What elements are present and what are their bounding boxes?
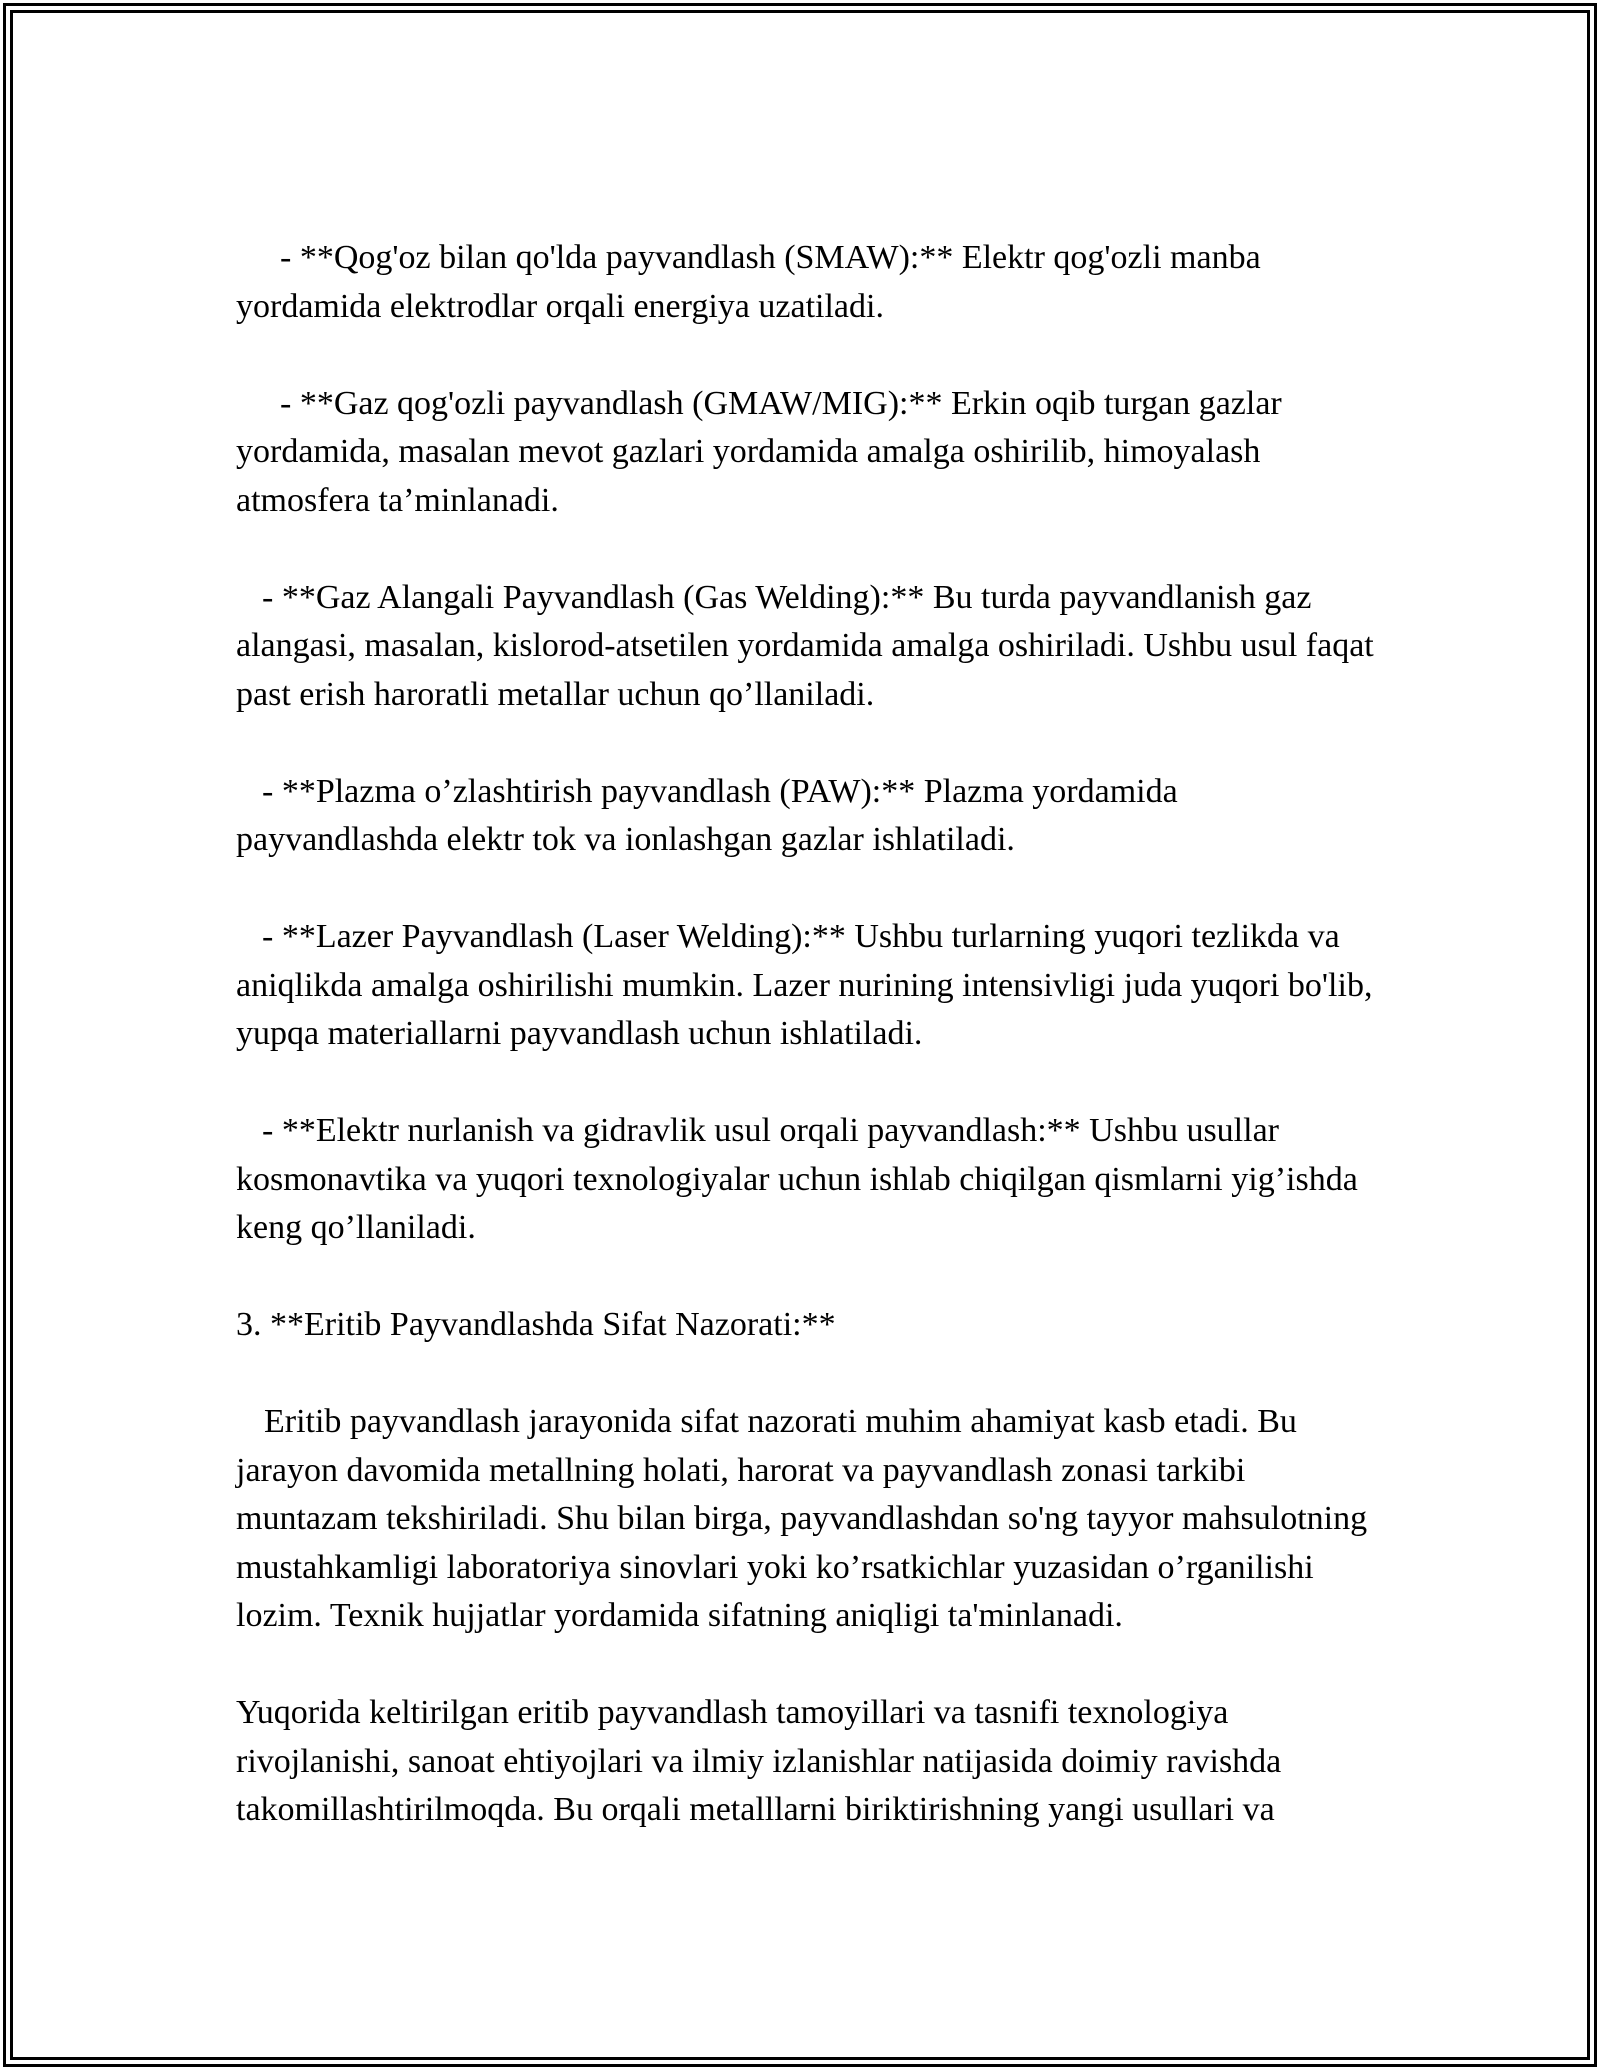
paragraph-paw: - **Plazma o’zlashtirish payvandlash (PAW):** Plazma yordamida payvandlashda elektr tok va ionlashgan gazlar ishlatiladi. <box>236 772 1178 858</box>
paragraph-quality-control: Eritib payvandlash jarayonida sifat nazorati muhim ahamiyat kasb etadi. Bu jarayon davomida metallning holati, harorat va payvandlash zonasi tarkibi muntazam tekshiriladi. Shu bilan birga, payvandlashdan so'ng tayyor mahsulotning mustahkamligi laboratoriya sinovlari yoki ko’rsatkichlar yuzasidan o’rganilishi lozim. Texnik hujjatlar yordamida sifatning aniqligi ta'minlanadi. <box>236 1403 1368 1634</box>
paragraph-conclusion: Yuqorida keltirilgan eritib payvandlash tamoyillari va tasnifi texnologiya rivojlanishi, sanoat ehtiyojlari va ilmiy izlanishlar natijasida doimiy ravishda takomillashtirilmoqda. Bu orqali metalllarni biriktirishning yangi usullari va <box>236 1694 1282 1828</box>
paragraph-gas-welding: - **Gaz Alangali Payvandlash (Gas Welding):** Bu turda payvandlanish gaz alangasi, masalan, kislorod-atsetilen yordamida amalga oshiriladi. Ushbu usul faqat past erish haroratli metallar uchun qo’llaniladi. <box>236 578 1374 713</box>
paragraph-smaw: - **Qog'oz bilan qo'lda payvandlash (SMAW):** Elektr qog'ozli manba yordamida elektrodlar orqali energiya uzatiladi. <box>236 239 1261 325</box>
document-body <box>236 234 1376 1835</box>
paragraph-gmaw: - **Gaz qog'ozli payvandlash (GMAW/MIG):** Erkin oqib turgan gazlar yordamida, masalan mevot gazlari yordamida amalga oshirilib, himoyalash atmosfera ta’minlanadi. <box>236 384 1282 519</box>
paragraph-electron-beam: - **Elektr nurlanish va gidravlik usul orqali payvandlash:** Ushbu usullar kosmonavtika va yuqori texnologiyalar uchun ishlab chiqilgan qismlarni yig’ishda keng qo’llaniladi. <box>236 1112 1358 1246</box>
section-heading-quality-control: 3. **Eritib Payvandlashda Sifat Nazorati:** <box>236 1306 836 1343</box>
paragraph-laser-welding: - **Lazer Payvandlash (Laser Welding):** Ushbu turlarning yuqori tezlikda va aniqlikda amalga oshirilishi mumkin. Lazer nurining intensivligi juda yuqori bo'lib, yupqa materiallarni payvandlash uchun ishlatiladi. <box>236 918 1373 1052</box>
